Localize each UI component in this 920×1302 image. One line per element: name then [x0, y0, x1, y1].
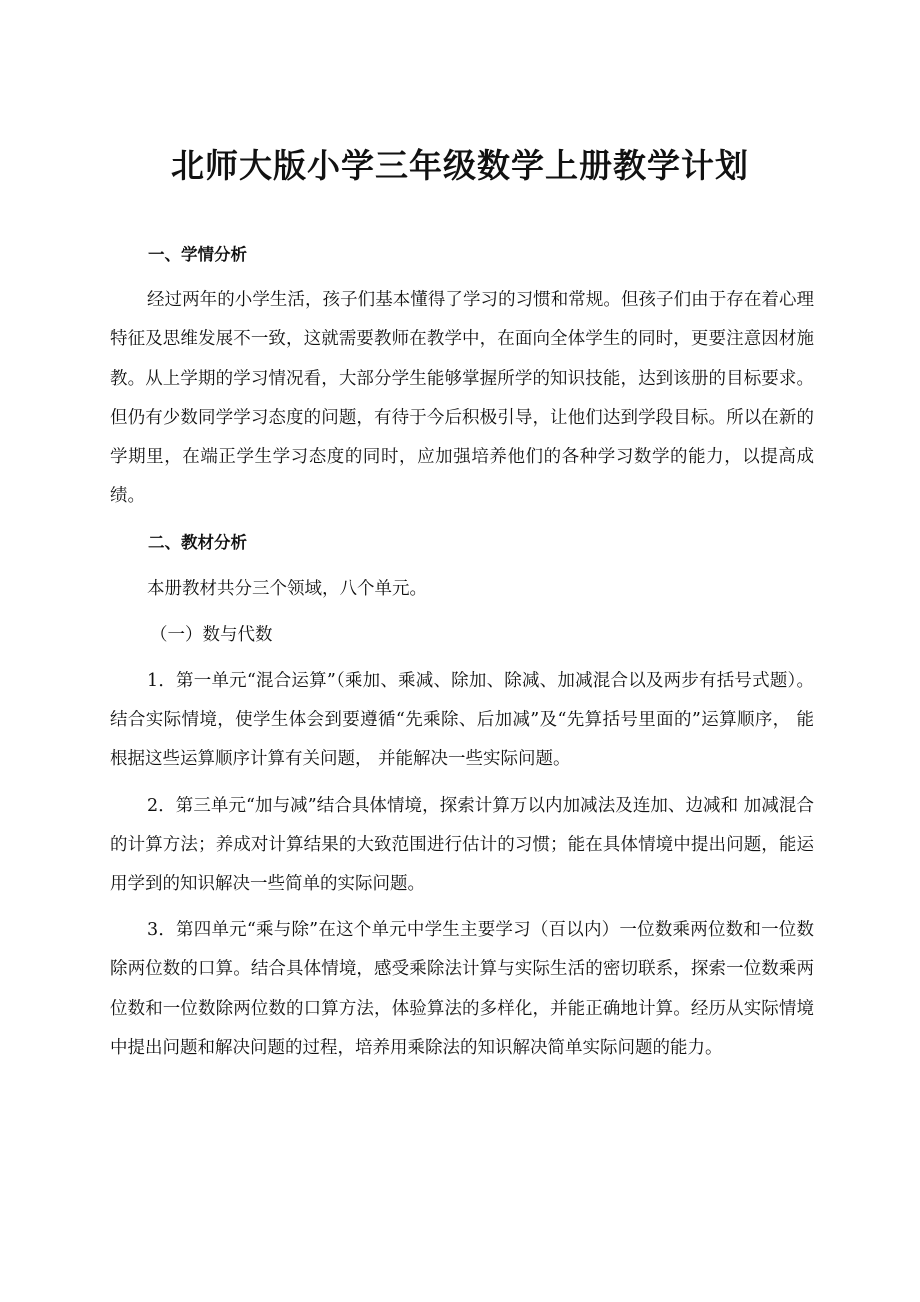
section-heading-student-analysis: 一、学情分析 — [148, 245, 247, 264]
document-title: 北师大版小学三年级数学上册教学计划 — [171, 146, 749, 185]
section-heading-textbook-analysis: 二、教材分析 — [148, 533, 247, 553]
list-item-unit-4: 3．第四单元“乘与除”在这个单元中学生主要学习（百以内）一位数乘两位数和一位数除两位数的口算。结合具体情境，感受乘除法计算与实际生活的密切联系，探索一位数乘两位数和一位数除两位数的口算方法，体验算法的多样化，并能正确地计算。经历从实际情境中提出问题和解决问题的过程，培养用乘除法的知识解决简单实际问题的能力。 — [110, 920, 814, 1058]
list-item-unit-3: 2．第三单元“加与减”结合具体情境，探索计算万以内加减法及连加、边减和 加减混合的计算方法；养成对计算结果的大致范围进行估计的习惯；能在具体情境中提出问题，能运用学到的知识解决一些简单的实际问题。 — [110, 795, 814, 895]
paragraph-textbook-intro: 本册教材共分三个领域，八个单元。 — [147, 578, 427, 599]
subheading-numbers-algebra: （一）数与代数 — [150, 624, 273, 645]
paragraph-student-analysis: 经过两年的小学生活，孩子们基本懂得了学习的习惯和常规。但孩子们由于存在着心理特征及思维发展不一致，这就需要教师在教学中，在面向全体学生的同时，更要注意因材施教。从上学期的学习情况看，大部分学生能够掌握所学的知识技能，达到该册的目标要求。但仍有少数同学学习态度的问题，有待于今后积极引导，让他们达到学段目标。所以在新的学期里，在端正学生学习态度的同时，应加强培养他们的各种学习数学的能力，以提高成绩。 — [110, 290, 814, 507]
document-body — [110, 235, 814, 1068]
list-item-unit-1: 1．第一单元“混合运算”（乘加、乘减、除加、除减、加减混合以及两步有括号式题）。结合实际情境，使学生体会到要遵循“先乘除、后加减”及“先算括号里面的”运算顺序， 能根据这些运算顺序计算有关问题， 并能解决一些实际问题。 — [110, 671, 814, 770]
